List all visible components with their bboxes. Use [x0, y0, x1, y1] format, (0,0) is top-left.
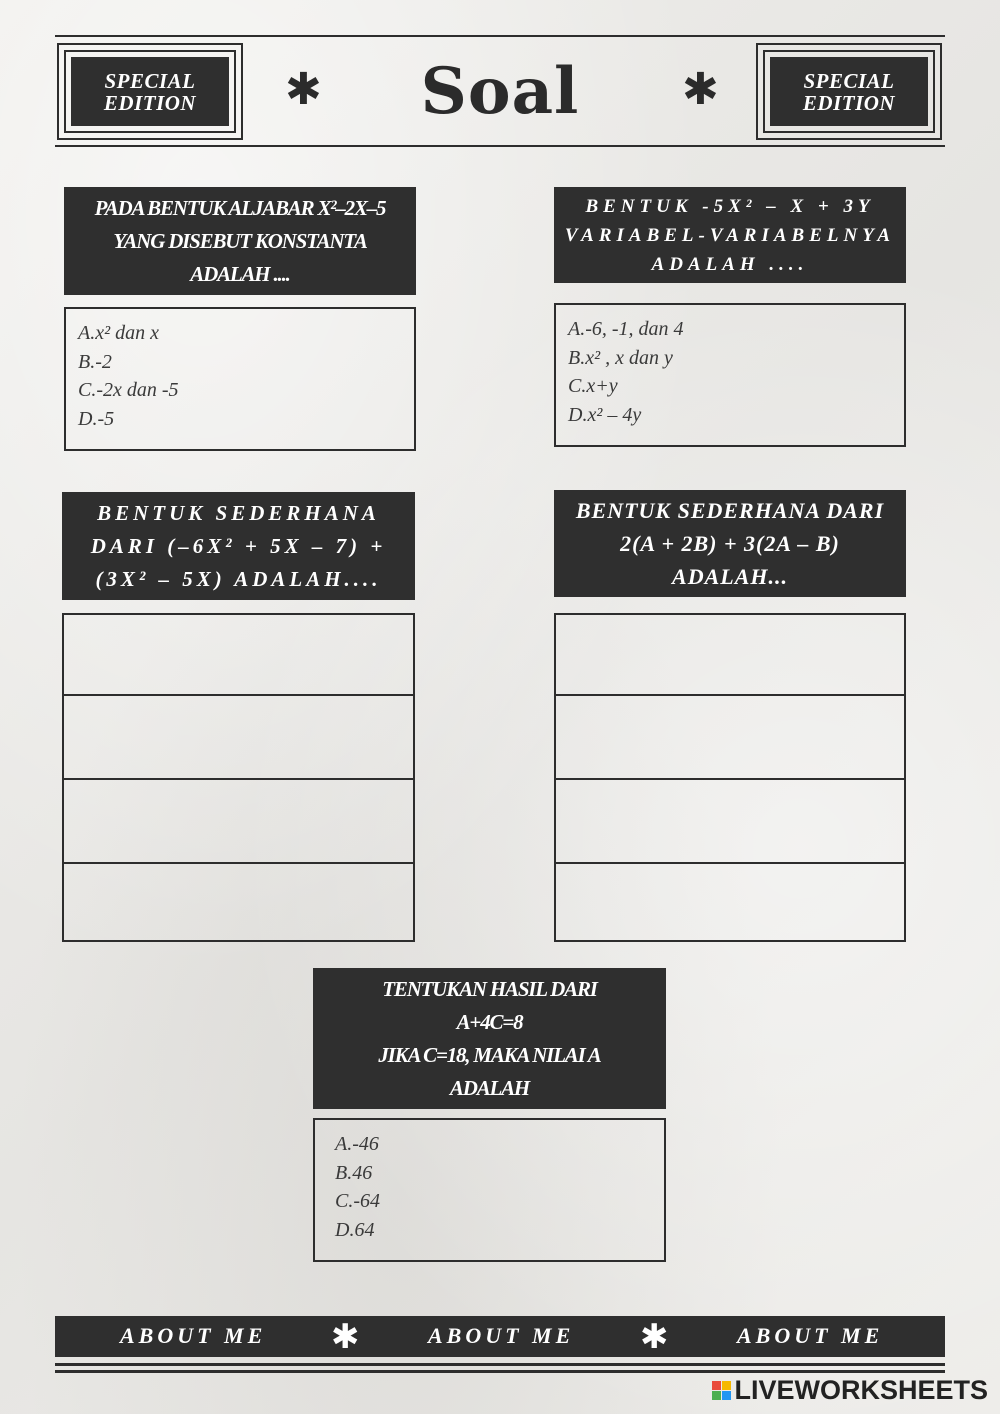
- header-top-rule: [55, 35, 945, 37]
- footer-star-icon: ✱: [640, 1317, 669, 1357]
- answer-row-divider: [64, 862, 413, 864]
- option-d[interactable]: D.-5: [78, 407, 115, 430]
- option-d[interactable]: D.64: [335, 1218, 375, 1241]
- option-a[interactable]: A.-46: [335, 1133, 379, 1155]
- header-star-left-icon: ✱: [285, 64, 322, 115]
- badge-left-line2: EDITION: [103, 90, 197, 115]
- option-c[interactable]: C.x+y: [568, 375, 618, 397]
- question-1-line: PADA BENTUK ALJABAR X²–2X–5: [94, 195, 386, 220]
- badge-right-line2: EDITION: [802, 90, 896, 115]
- option-c[interactable]: C.-2x dan -5: [78, 379, 179, 401]
- question-2-options: [554, 303, 906, 447]
- header-star-right-icon: ✱: [682, 64, 719, 115]
- footer-rule: [55, 1370, 945, 1373]
- answer-row-divider: [556, 694, 904, 696]
- question-3-line: (3X² – 5X) ADALAH....: [95, 566, 382, 591]
- option-a[interactable]: A.-6, -1, dan 4: [568, 318, 684, 340]
- answer-row-divider: [64, 694, 413, 696]
- answer-row-divider: [556, 862, 904, 864]
- option-b[interactable]: B.-2: [78, 350, 112, 373]
- answer-row-divider: [556, 778, 904, 780]
- question-3-line: BENTUK SEDERHANA: [97, 500, 380, 525]
- answer-row-divider: [64, 778, 413, 780]
- question-5-header: [313, 968, 666, 1109]
- liveworksheets-watermark[interactable]: [712, 1375, 988, 1406]
- question-4-line: 2(A + 2B) + 3(2A – B): [620, 531, 840, 556]
- liveworksheets-logo-icon: [712, 1381, 731, 1400]
- question-3-header: [62, 492, 415, 600]
- option-a[interactable]: A.x² dan x: [78, 322, 159, 344]
- question-1-line: ADALAH ....: [190, 261, 290, 286]
- question-2-header: [554, 187, 906, 283]
- question-5-line: A+4C=8: [456, 1009, 523, 1034]
- question-2-line: BENTUK -5X² – X + 3Y: [585, 195, 875, 217]
- badge-left-line1: SPECIAL: [104, 68, 196, 93]
- question-1-options: [64, 307, 416, 451]
- question-3-answer-area[interactable]: [62, 613, 415, 942]
- badge-left: [57, 43, 243, 140]
- badge-right-line1: SPECIAL: [803, 68, 895, 93]
- question-1-header: [64, 187, 416, 295]
- question-4-answer-area[interactable]: [554, 613, 906, 942]
- question-2-line: VARIABEL-VARIABELNYA: [564, 224, 896, 246]
- question-4-line: BENTUK SEDERHANA DARI: [575, 498, 885, 523]
- question-4-header: [554, 490, 906, 597]
- question-5-line: JIKA C=18, MAKA NILAI A: [378, 1042, 601, 1067]
- badge-right: [756, 43, 942, 140]
- question-4-line: ADALAH...: [672, 564, 788, 589]
- question-3-line: DARI (–6X² + 5X – 7) +: [90, 533, 387, 558]
- option-b[interactable]: B.x² , x dan y: [568, 346, 673, 369]
- footer-about-me: ABOUT ME: [428, 1323, 575, 1348]
- footer-about-me: ABOUT ME: [120, 1323, 267, 1348]
- question-5-line: ADALAH: [449, 1075, 530, 1100]
- question-5-options: [313, 1118, 666, 1262]
- footer-star-icon: ✱: [331, 1317, 360, 1357]
- question-2-line: ADALAH ....: [651, 253, 809, 275]
- footer-bar: [55, 1316, 945, 1357]
- option-c[interactable]: C.-64: [335, 1190, 380, 1212]
- watermark-text: LIVEWORKSHEETS: [734, 1375, 988, 1405]
- footer-rule: [55, 1363, 945, 1366]
- page-title: Soal: [420, 54, 580, 129]
- option-b[interactable]: B.46: [335, 1161, 373, 1184]
- option-d[interactable]: D.x² – 4y: [568, 403, 642, 426]
- footer-about-me: ABOUT ME: [737, 1323, 884, 1348]
- question-5-line: TENTUKAN HASIL DARI: [382, 976, 597, 1001]
- question-1-line: YANG DISEBUT KONSTANTA: [113, 228, 367, 253]
- header-bottom-rule: [55, 145, 945, 147]
